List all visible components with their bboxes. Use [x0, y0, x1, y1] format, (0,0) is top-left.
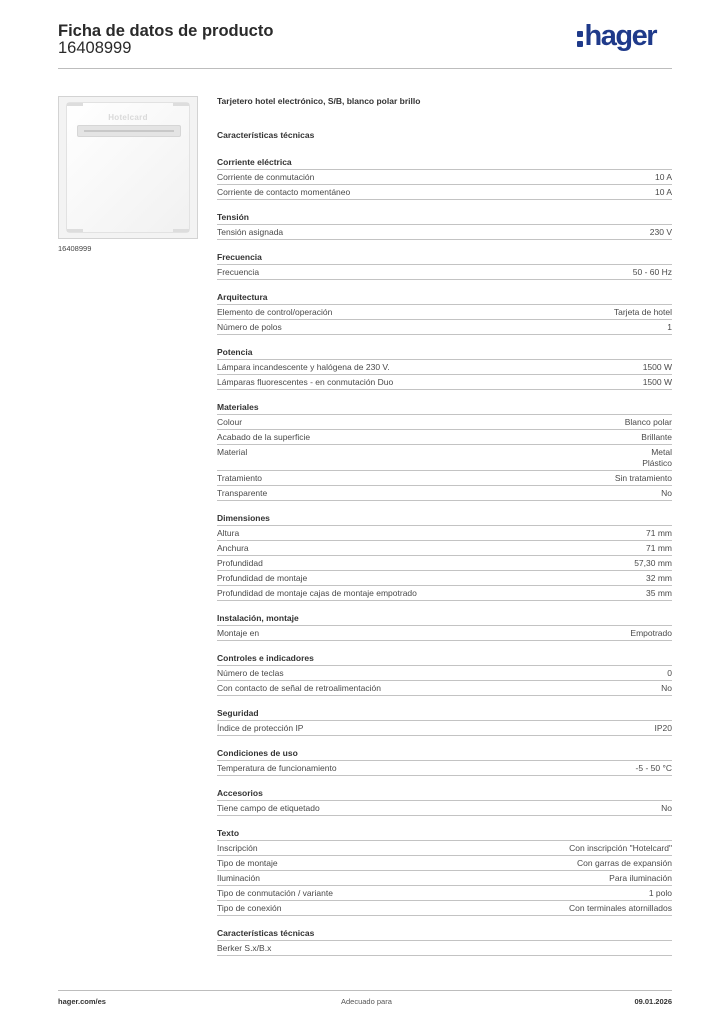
section-title: Seguridad [217, 707, 672, 721]
spec-value: Para iluminación [609, 872, 672, 883]
spec-row [217, 375, 672, 390]
spec-key: Lámparas fluorescentes - en conmutación Duo [217, 376, 394, 387]
hotelcard-plate [67, 103, 189, 232]
spec-section [217, 346, 672, 390]
spec-section [217, 251, 672, 280]
spec-section [217, 156, 672, 200]
spec-key: Tensión asignada [217, 226, 284, 237]
spec-value: 32 mm [646, 572, 672, 583]
logo-dots-icon [577, 29, 583, 49]
spec-key: Elemento de control/operación [217, 306, 333, 317]
spec-key: Corriente de contacto momentáneo [217, 186, 351, 197]
spec-value: 230 V [649, 226, 672, 237]
spec-row [217, 871, 672, 886]
spec-key: Número de teclas [217, 667, 284, 678]
plate-label: Hotelcard [108, 113, 148, 122]
spec-value: Con terminales atornillados [569, 902, 672, 913]
spec-key: Berker S.x/B.x [217, 942, 272, 953]
spec-value: Blanco polar [624, 416, 672, 427]
spec-row [217, 841, 672, 856]
spec-row [217, 941, 672, 956]
product-title: Tarjetero hotel electrónico, S/B, blanco polar brillo [217, 96, 421, 106]
spec-row [217, 320, 672, 335]
spec-section [217, 827, 672, 916]
spec-key: Profundidad [217, 557, 263, 568]
spec-key: Iluminación [217, 872, 260, 883]
card-slot [77, 125, 181, 137]
section-title: Controles e indicadores [217, 652, 672, 666]
hager-logo [577, 20, 656, 52]
spec-row [217, 185, 672, 200]
section-title: Dimensiones [217, 512, 672, 526]
spec-row [217, 626, 672, 641]
section-title: Accesorios [217, 787, 672, 801]
spec-row [217, 666, 672, 681]
section-title: Materiales [217, 401, 672, 415]
spec-row [217, 360, 672, 375]
spec-section [217, 787, 672, 816]
plate-corner-mark [173, 229, 189, 232]
spec-key: Profundidad de montaje cajas de montaje empotrado [217, 587, 417, 598]
spec-key: Transparente [217, 487, 268, 498]
section-title: Potencia [217, 346, 672, 360]
spec-value: 1 polo [648, 887, 672, 898]
spec-row [217, 430, 672, 445]
spec-section [217, 927, 672, 956]
spec-value: 50 - 60 Hz [632, 266, 672, 277]
plate-corner-mark [67, 229, 83, 232]
spec-key: Anchura [217, 542, 249, 553]
technical-characteristics-heading: Características técnicas [217, 130, 315, 140]
spec-key: Inscripción [217, 842, 258, 853]
spec-row [217, 801, 672, 816]
spec-key: Altura [217, 527, 240, 538]
section-title: Condiciones de uso [217, 747, 672, 761]
spec-row [217, 856, 672, 871]
section-title: Texto [217, 827, 672, 841]
spec-key: Tipo de montaje [217, 857, 278, 868]
spec-value: 10 A [654, 186, 672, 197]
spec-section [217, 652, 672, 696]
spec-value: 1500 W [642, 376, 672, 387]
spec-row [217, 415, 672, 430]
image-caption: 16408999 [58, 244, 92, 253]
footer-website[interactable]: hager.com/es [58, 997, 106, 1006]
footer-suitable-for: Adecuado para [341, 997, 392, 1006]
spec-value: 71 mm [646, 527, 672, 538]
spec-key: Montaje en [217, 627, 260, 638]
product-image [58, 96, 198, 239]
spec-value: Brillante [641, 431, 672, 442]
spec-section [217, 612, 672, 641]
spec-row [217, 471, 672, 486]
spec-value: IP20 [654, 722, 672, 733]
spec-row [217, 681, 672, 696]
spec-value: Con garras de expansión [577, 857, 672, 868]
spec-value: Empotrado [630, 627, 672, 638]
spec-key: Con contacto de señal de retroalimentación [217, 682, 381, 693]
spec-value: Metal Plástico [642, 446, 672, 468]
spec-key: Colour [217, 416, 243, 427]
document-header [58, 20, 672, 68]
spec-value: 1 [667, 321, 672, 332]
spec-key: Tipo de conmutación / variante [217, 887, 333, 898]
spec-row [217, 305, 672, 320]
spec-row [217, 445, 672, 471]
footer-date: 09.01.2026 [634, 997, 672, 1006]
section-title: Instalación, montaje [217, 612, 672, 626]
section-title: Corriente eléctrica [217, 156, 672, 170]
logo-text: hager [584, 20, 656, 52]
spec-section [217, 291, 672, 335]
product-number: 16408999 [58, 39, 132, 57]
spec-key: Corriente de conmutación [217, 171, 315, 182]
spec-row [217, 225, 672, 240]
spec-row [217, 556, 672, 571]
spec-value: No [661, 682, 672, 693]
spec-value: Tarjeta de hotel [613, 306, 672, 317]
spec-value: -5 - 50 °C [635, 762, 672, 773]
spec-row [217, 526, 672, 541]
footer-divider [58, 990, 672, 991]
section-title: Arquitectura [217, 291, 672, 305]
spec-value: 10 A [654, 171, 672, 182]
spec-value: 35 mm [646, 587, 672, 598]
spec-value: 57,30 mm [634, 557, 672, 568]
section-title: Frecuencia [217, 251, 672, 265]
spec-key: Profundidad de montaje [217, 572, 308, 583]
spec-section [217, 211, 672, 240]
spec-section [217, 401, 672, 501]
spec-row [217, 586, 672, 601]
spec-value: No [661, 487, 672, 498]
spec-value: 1500 W [642, 361, 672, 372]
spec-key: Índice de protección IP [217, 722, 304, 733]
spec-section [217, 512, 672, 601]
spec-value: Sin tratamiento [614, 472, 672, 483]
spec-row [217, 541, 672, 556]
spec-sections [217, 156, 672, 967]
spec-key: Tratamiento [217, 472, 263, 483]
spec-value: Con inscripción "Hotelcard" [569, 842, 672, 853]
spec-key: Frecuencia [217, 266, 260, 277]
spec-value: No [661, 802, 672, 813]
spec-key: Material [217, 446, 248, 457]
document-title: Ficha de datos de producto [58, 22, 274, 40]
spec-value: 0 [667, 667, 672, 678]
spec-row [217, 265, 672, 280]
spec-value: 71 mm [646, 542, 672, 553]
section-title: Características técnicas [217, 927, 672, 941]
spec-row [217, 170, 672, 185]
spec-key: Acabado de la superficie [217, 431, 311, 442]
header-divider [58, 68, 672, 69]
spec-row [217, 571, 672, 586]
spec-row [217, 761, 672, 776]
spec-row [217, 486, 672, 501]
spec-row [217, 901, 672, 916]
spec-row [217, 721, 672, 736]
spec-key: Tipo de conexión [217, 902, 282, 913]
plate-corner-mark [173, 103, 189, 106]
section-title: Tensión [217, 211, 672, 225]
spec-section [217, 707, 672, 736]
spec-key: Lámpara incandescente y halógena de 230 V. [217, 361, 390, 372]
spec-key: Temperatura de funcionamiento [217, 762, 337, 773]
spec-key: Tiene campo de etiquetado [217, 802, 320, 813]
spec-section [217, 747, 672, 776]
plate-corner-mark [67, 103, 83, 106]
spec-row [217, 886, 672, 901]
spec-key: Número de polos [217, 321, 282, 332]
